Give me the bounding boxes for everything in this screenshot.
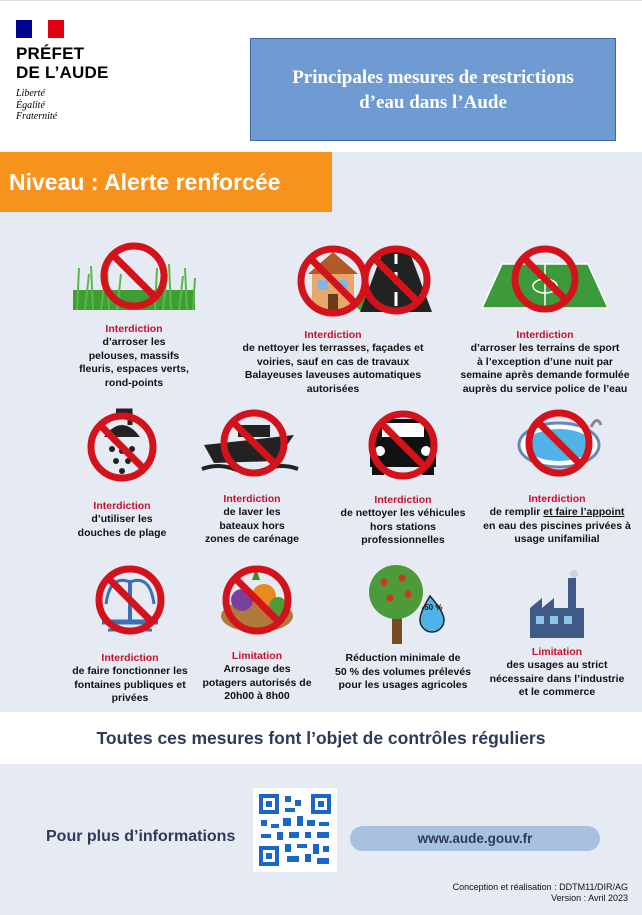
motto-liberte: Liberté bbox=[16, 88, 45, 99]
measure-text: rond-points bbox=[104, 376, 164, 389]
reduction-badge: -50 % bbox=[421, 603, 443, 612]
measure-text: bateaux hors bbox=[219, 519, 285, 532]
measure-text: des usages au strict bbox=[506, 659, 608, 671]
measure-kind: Interdiction bbox=[223, 493, 281, 505]
fountain-icon bbox=[90, 560, 170, 640]
measure-text: autorisées bbox=[306, 382, 360, 395]
prefet-line2: DE L’AUDE bbox=[16, 63, 109, 82]
measure-text: potagers autorisés de bbox=[202, 676, 312, 689]
measure-text: Arrosage des bbox=[223, 663, 291, 675]
measure-kind: Interdiction bbox=[93, 500, 151, 512]
measure-text: d’arroser les terrains de sport bbox=[470, 342, 620, 354]
measure-pool bbox=[474, 405, 640, 547]
measure-text: de nettoyer les véhicules bbox=[340, 507, 466, 519]
measure-text: et le commerce bbox=[518, 686, 596, 698]
car-icon bbox=[358, 405, 448, 481]
shower-icon bbox=[82, 405, 162, 485]
motto-egalite: Égalité bbox=[16, 99, 45, 111]
measure-text: pour les usages agricoles bbox=[338, 679, 468, 691]
measure-shower bbox=[62, 405, 182, 540]
measure-sports-field bbox=[452, 240, 638, 396]
measure-road bbox=[354, 240, 438, 318]
measure-text: pelouses, massifs bbox=[88, 349, 180, 362]
measure-text: nécessaire dans l’industrie bbox=[489, 672, 625, 685]
pool-icon bbox=[507, 405, 607, 481]
factory-icon bbox=[522, 568, 592, 640]
credits-line1: Conception et réalisation : DDTM11/DIR/AG bbox=[452, 882, 628, 892]
measure-agriculture bbox=[330, 560, 476, 693]
measure-text: voiries, sauf en cas de travaux bbox=[256, 355, 410, 368]
measure-text: Balayeuses laveuses automatiques bbox=[244, 369, 422, 381]
title-line1: Principales mesures de restrictions bbox=[292, 66, 574, 88]
measure-text: fleuris, espaces verts, bbox=[79, 363, 189, 375]
measure-vegetables bbox=[192, 560, 322, 704]
measure-text: professionnelles bbox=[361, 534, 445, 546]
measure-text-pre: de remplir bbox=[489, 506, 544, 518]
measure-text: zones de carénage bbox=[205, 533, 299, 545]
website-url[interactable]: www.aude.gouv.fr bbox=[417, 831, 533, 846]
measure-kind: Interdiction bbox=[528, 493, 586, 505]
credits bbox=[453, 882, 628, 904]
alert-level-banner bbox=[0, 152, 332, 212]
prefecture-logo bbox=[16, 44, 108, 82]
tree-drop-icon bbox=[358, 560, 448, 652]
credits-version: Version : Avril 2023 bbox=[551, 893, 628, 903]
motto-fraternite: Fraternité bbox=[16, 111, 58, 122]
marianne-flag-icon bbox=[16, 20, 64, 38]
measure-kind: Interdiction bbox=[304, 329, 362, 341]
prefet-line1: PRÉFET bbox=[16, 44, 85, 63]
vegetables-icon bbox=[212, 560, 302, 640]
measure-text: de laver les bbox=[223, 506, 281, 518]
measure-text: hors stations bbox=[370, 520, 436, 533]
title-line2: d’eau dans l’Aude bbox=[359, 91, 507, 113]
measure-text: douches de plage bbox=[77, 526, 167, 539]
measure-kind: Interdiction bbox=[374, 494, 432, 506]
measure-text: à l’exception d’une nuit par bbox=[477, 355, 613, 368]
measure-text: auprès du service police de l’eau bbox=[462, 382, 628, 395]
measure-fountain bbox=[50, 560, 210, 706]
measure-text bbox=[474, 506, 640, 520]
road-icon bbox=[354, 240, 438, 318]
controls-text: Toutes ces mesures font l’objet de contrôles réguliers bbox=[96, 727, 546, 748]
measure-text: 20h00 à 8h00 bbox=[224, 690, 290, 702]
measure-kind: Interdiction bbox=[516, 329, 574, 341]
website-link[interactable] bbox=[350, 826, 600, 851]
measure-kind: Interdiction bbox=[105, 323, 163, 335]
measure-text: Réduction minimale de bbox=[345, 652, 461, 664]
more-info-label: Pour plus d’informations bbox=[46, 828, 236, 845]
motto bbox=[16, 88, 57, 123]
measure-text: en eau des piscines privées à bbox=[483, 519, 631, 532]
measure-text: usage unifamilial bbox=[514, 533, 600, 545]
measure-text: de faire fonctionner les bbox=[72, 665, 188, 677]
measure-kind: Limitation bbox=[231, 650, 283, 662]
controls-banner bbox=[0, 712, 642, 764]
measure-boat bbox=[196, 405, 308, 547]
measure-text: fontaines publiques et bbox=[74, 678, 186, 691]
measure-kind: Limitation bbox=[531, 646, 583, 658]
measure-lawn bbox=[66, 238, 202, 390]
measure-car bbox=[330, 405, 476, 548]
lawn-icon bbox=[69, 238, 199, 314]
measure-text: de nettoyer les terrasses, façades et bbox=[242, 342, 424, 354]
measure-text: d’utiliser les bbox=[91, 513, 153, 525]
measure-text: semaine après demande formulée bbox=[460, 369, 630, 381]
measure-text-underlined: et faire l’appoint bbox=[543, 506, 625, 518]
measure-kind: Interdiction bbox=[101, 652, 159, 664]
measure-text: d’arroser les bbox=[102, 336, 166, 348]
boat-icon bbox=[198, 405, 306, 481]
sports-field-icon bbox=[478, 240, 612, 318]
measure-text: privées bbox=[111, 692, 149, 704]
alert-level-label: Niveau : Alerte renforcée bbox=[9, 168, 281, 195]
qr-code[interactable] bbox=[253, 788, 337, 872]
title-box bbox=[250, 38, 616, 141]
qr-code-icon bbox=[257, 792, 333, 868]
measure-text: 50 % des volumes prélevés bbox=[335, 665, 471, 678]
measure-industry bbox=[482, 568, 632, 700]
